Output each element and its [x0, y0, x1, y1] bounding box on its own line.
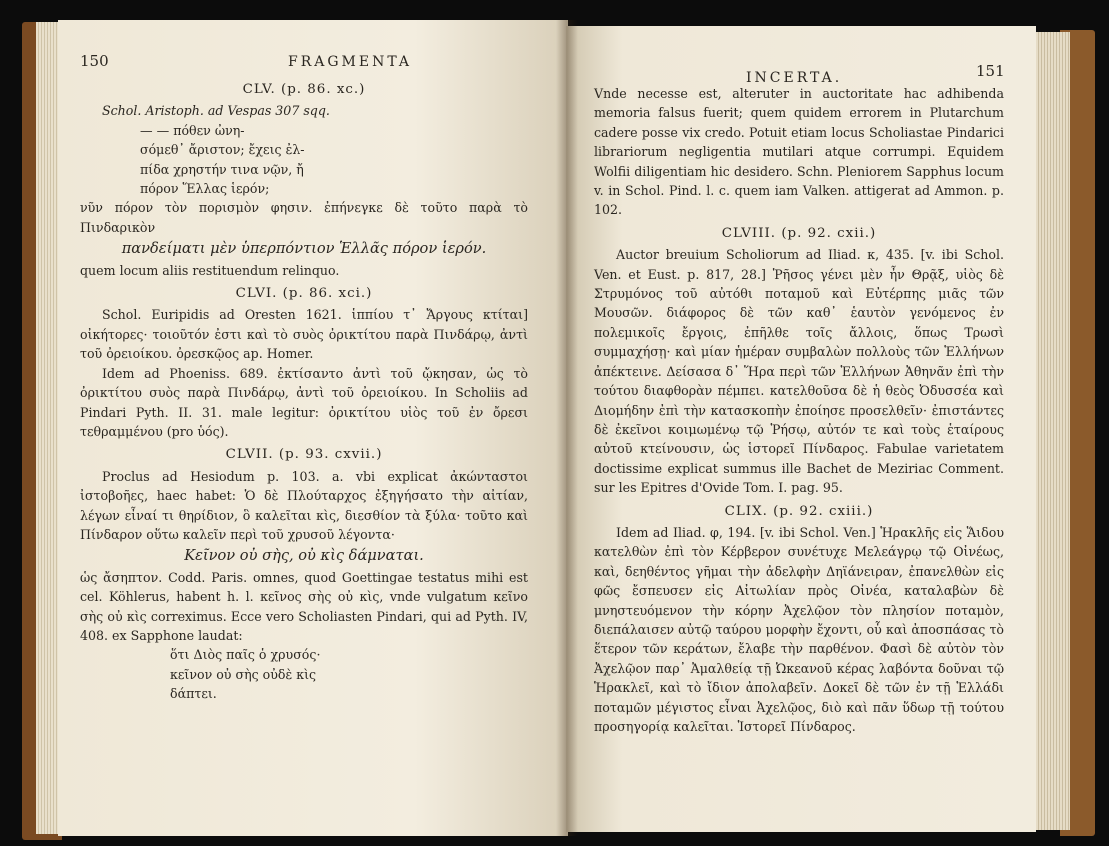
right-text-block — [594, 84, 1004, 736]
clv-quote: πανδείματι μὲν ὑπερπόντιον Ἑλλᾶς πόρον ἱερόν. — [121, 240, 487, 258]
left-page — [58, 20, 568, 836]
section-heading-clvi: CLVI. (p. 86. xci.) — [235, 286, 373, 302]
verse-line: πίδα χρηστήν τινα νῷν, ἤ — [140, 161, 304, 177]
right-running-head: INCERTA. — [746, 70, 843, 86]
clix-paragraph: Idem ad Iliad. φ, 194. [v. ibi Schol. Ven.] Ἡρακλῆς εἰς Ἅιδου κατελθὼν ἐπὶ τὸν Κέρβερον συνέτυχε Μελεάγρῳ τῷ Οἰνέως, καὶ, δεηθέντος γῆμαι τὴν ἀδελφὴν Δηϊάνειραν, ἐπανελθὼν εἰς φῶς ἔσπευσεν εἰς Αἰτωλίαν πρὸς Οἰνέα, καταλαβὼν δὲ μνηστευόμενον τὴν κόρην Ἀχελῷον τὸν πλησίον ποταμὸν, διεπάλαισεν αὐτῷ ταύρου μορφὴν ἔχοντι, οὗ καὶ ἀποσπάσας τὸ ἕτερον τῶν κεράτων, ἔλαβε τὴν παρθένον. Φασὶ δὲ αὐτὸν τὸν Ἀχελῷον παρ᾽ Ἀμαλθείᾳ τῇ Ὠκεανοῦ κέρας λαβόντα δοῦναι τῷ Ἡρακλεῖ, καὶ τὸ ἴδιον ἀπολαβεῖν. Δοκεῖ δὲ τῶν ἐν τῇ Ἑλλάδι ποταμῶν μέγιστος εἶναι Ἀχελῷος, διὸ καὶ πᾶν ὕδωρ τῇ τούτου προσηγορίᾳ καλεῖται. Ἱστορεῖ Πίνδαρος. — [594, 524, 1004, 734]
right-page — [566, 26, 1036, 832]
verse-line: — — πόθεν ὠνη- — [140, 122, 245, 138]
clvii-verse — [80, 645, 528, 703]
clv-comment: νῦν πόρον τὸν πορισμὸν φησιν. ἐπήνεγκε δὲ τοῦτο παρὰ τὸ Πινδαρικὸν — [80, 200, 528, 235]
clvii-paragraph: Proclus ad Hesiodum p. 103. a. vbi explicat ἀκώνταστοι ἰστοβοῆες, haec habet: Ὁ δὲ Πλούταρχος ἐξηγήσατο τὴν αἰτίαν, λέγων εἶναί τι θηρίδιον, ὃ καλεῖται κὶς, διεσθίον τὰ ξύλα· τοῦτο καὶ Πίνδαρον οὕτω καλεῖν περὶ τοῦ χρυσοῦ λέγοντα· — [80, 468, 528, 542]
section-heading-clix: CLIX. (p. 92. cxiii.) — [724, 503, 874, 519]
left-text-block — [80, 76, 528, 704]
left-page-number: 150 — [80, 52, 109, 70]
section-heading-clvii: CLVII. (p. 93. cxvii.) — [225, 447, 383, 463]
continuation-paragraph: Vnde necesse est, alteruter in auctoritate hac adhibenda memoria falsus fuerit; quem quidem errorem in Plutarchum cadere posse vix credo. Potuit etiam locus Scholiastae Pindarici librariorum negligentia mutilari atque corrumpi. Equidem Wolfii diligentiam hic desidero. Schn. Pleniorem Sapphus locum v. in Schol. Pind. l. c. quem iam Valken. attigerat ad Ammon. p. 102. — [594, 86, 1004, 218]
section-heading-clv: CLV. (p. 86. xc.) — [242, 82, 366, 97]
verse-line: δάπτει. — [170, 686, 217, 702]
clvi-paragraph: Idem ad Phoeniss. 689. ἐκτίσαντο ἀντὶ τοῦ ᾤκησαν, ὡς τὸ ὀρικτίτου συὸς παρὰ Πινδάρῳ, ἀντὶ τοῦ ὀρειοίκου. In Scholiis ad Pindari Pyth. II. 31. male legitur: ὀρικτίτου υἱὸς τοῦ ἐν ὄρεσι τεθραμμένου (pro ὑός). — [80, 365, 528, 439]
clviii-paragraph: Auctor breuium Scholiorum ad Iliad. κ, 435. [v. ibi Schol. Ven. et Eust. p. 817, 28.] Ῥῆσος γένει μὲν ἦν Θρᾷξ, υἱὸς δὲ Στρυμόνος τοῦ αὐτόθι ποταμοῦ καὶ Εὐτέρπης μιᾶς τῶν Μουσῶν. διάφορος δὲ τῶν καθ᾽ ἑαυτὸν γενόμενος ἐν πολεμικοῖς ἔργοις, ἐπῆλθε τοῖς ἄλλοις, ὅπως Τρωσὶ συμμαχήσῃ· καὶ μίαν ἡμέραν συμβαλὼν πολλοὺς τῶν Ἑλλήνων ἀπέκτεινε. Δείσασα δ᾽ Ἥρα περὶ τῶν Ἑλλήνων Ἀθηνᾶν ἐπὶ τὴν τούτου διαφθορὰν πέμπει. κατελθοῦσα δὲ ἡ θεὸς Ὀδυσσέα καὶ Διομήδην ἐπὶ τὴν κατασκοπὴν ἐποίησε προσελθεῖν· ἐπιστάντες δὲ ἐκεῖνοι κοιμωμένῳ τῷ Ῥήσῳ, αὐτόν τε καὶ τοὺς ἑταίρους αὐτοῦ κτείνουσιν, ὡς ἱστορεῖ Πίνδαρος. Fabulae varietatem doctissime explicat summus ille Bachet de Meziriac Comment. sur les Epitres d'Ovide Tom. I. pag. 95. — [594, 247, 1004, 496]
clv-note: quem locum aliis restituendum relinquo. — [80, 262, 340, 278]
clvii-paragraph: ὡς ἄσηπτον. Codd. Paris. omnes, quod Goettingae testatus mihi est cel. Köhlerus, habent h. l. κεῖνος σὴς οὐ κὶς, vnde vulgatum κεῖνο σὴς οὐ κὶς correximus. Ecce vero Scholiasten Pindari, qui ad Pyth. IV, 408. ex Sapphone laudat: — [80, 569, 528, 643]
section-heading-clviii: CLVIII. (p. 92. cxii.) — [721, 225, 877, 241]
clv-source: Schol. Aristoph. ad Vespas 307 sqq. — [102, 103, 330, 119]
left-running-head: FRAGMENTA — [288, 54, 413, 70]
verse-line: σόμεθ᾽ ἄριστον; ἔχεις ἐλ- — [140, 142, 305, 158]
verse-line: κεῖνον οὐ σὴς οὐδὲ κὶς — [170, 666, 317, 682]
right-page-number: 151 — [976, 62, 1005, 80]
clvii-quote: Κεῖνον οὐ σὴς, οὐ κὶς δάμναται. — [184, 547, 424, 565]
book-gutter — [556, 20, 578, 836]
right-page-edges — [1030, 32, 1070, 830]
verse-line: ὅτι Διὸς παῖς ὁ χρυσός· — [170, 647, 321, 663]
clv-verse — [80, 121, 528, 199]
clvi-paragraph: Schol. Euripidis ad Oresten 1621. ἱππίου τ᾽ Ἄργους κτίται] οἰκήτορες· τοιοῦτόν ἐστι καὶ τὸ συὸς ὀρικτίτου παρὰ Πινδάρῳ, ἀντὶ τοῦ ὀρειοίκου. ὀρεσκῷος ap. Homer. — [80, 307, 528, 362]
verse-line: πόρον Ἕλλας ἱερόν; — [140, 181, 270, 197]
